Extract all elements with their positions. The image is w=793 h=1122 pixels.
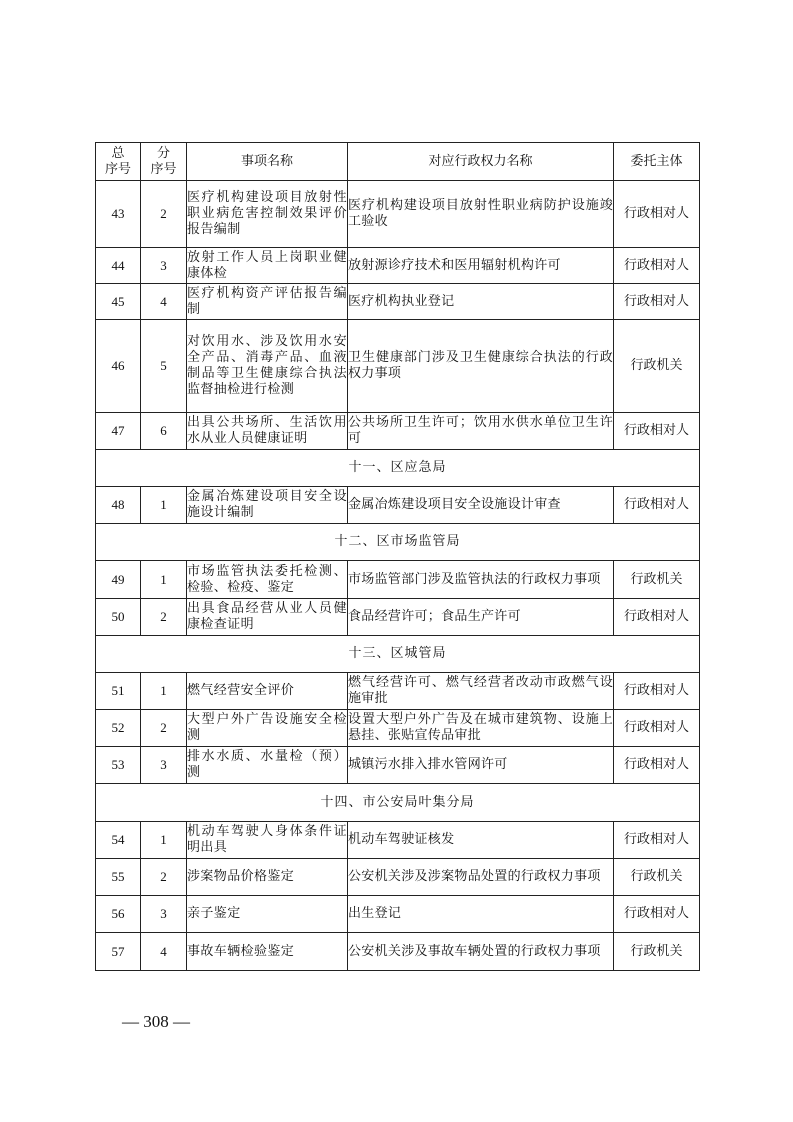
section-title: 十一、区应急局 [96,450,700,487]
cell-power-name: 放射源诊疗技术和医用辐射机构许可 [348,248,614,284]
cell-power-name: 金属冶炼建设项目安全设施设计审查 [348,487,614,524]
cell-entrust-subject: 行政相对人 [614,822,700,859]
cell-sub-number: 3 [141,747,187,784]
table-row [96,896,700,933]
cell-item-name: 对饮用水、涉及饮用水安全产品、消毒产品、血液制品等卫生健康综合执法监督抽检进行检测 [187,320,348,413]
cell-entrust-subject: 行政机关 [614,933,700,971]
section-row [96,784,700,822]
header-total-number-line1: 总 [111,145,125,161]
cell-power-name: 机动车驾驶证核发 [348,822,614,859]
header-power-name: 对应行政权力名称 [348,143,614,181]
cell-total-number: 50 [96,599,141,636]
cell-entrust-subject: 行政机关 [614,561,700,599]
cell-entrust-subject: 行政相对人 [614,487,700,524]
cell-entrust-subject: 行政相对人 [614,673,700,710]
cell-total-number: 51 [96,673,141,710]
cell-item-name: 金属冶炼建设项目安全设施设计编制 [187,487,348,524]
table-row [96,859,700,896]
cell-power-name: 设置大型户外广告及在城市建筑物、设施上悬挂、张贴宣传品审批 [348,710,614,747]
cell-power-name: 市场监管部门涉及监管执法的行政权力事项 [348,561,614,599]
cell-entrust-subject: 行政相对人 [614,747,700,784]
cell-entrust-subject: 行政相对人 [614,896,700,933]
section-title: 十二、区市场监管局 [96,524,700,561]
cell-item-name: 放射工作人员上岗职业健康体检 [187,248,348,284]
cell-total-number: 43 [96,181,141,248]
cell-item-name: 出具公共场所、生活饮用水从业人员健康证明 [187,413,348,450]
section-row [96,450,700,487]
cell-entrust-subject: 行政相对人 [614,599,700,636]
cell-entrust-subject: 行政相对人 [614,413,700,450]
cell-power-name: 燃气经营许可、燃气经营者改动市政燃气设施审批 [348,673,614,710]
section-title: 十三、区城管局 [96,636,700,673]
cell-power-name: 出生登记 [348,896,614,933]
cell-power-name: 卫生健康部门涉及卫生健康综合执法的行政权力事项 [348,320,614,413]
cell-power-name: 医疗机构执业登记 [348,284,614,320]
cell-sub-number: 3 [141,248,187,284]
table-row [96,413,700,450]
table-row [96,673,700,710]
header-entrust-subject: 委托主体 [614,143,700,181]
cell-total-number: 53 [96,747,141,784]
header-sub-number-line2: 序号 [150,161,177,177]
header-sub-number [141,143,187,181]
cell-sub-number: 5 [141,320,187,413]
cell-total-number: 49 [96,561,141,599]
cell-item-name: 医疗机构资产评估报告编制 [187,284,348,320]
table-header [96,143,700,181]
cell-total-number: 47 [96,413,141,450]
cell-power-name: 公安机关涉及事故车辆处置的行政权力事项 [348,933,614,971]
table-row [96,747,700,784]
table-row [96,710,700,747]
table-row [96,822,700,859]
cell-item-name: 市场监管执法委托检测、检验、检疫、鉴定 [187,561,348,599]
cell-total-number: 56 [96,896,141,933]
items-table [95,142,700,971]
cell-sub-number: 2 [141,710,187,747]
cell-power-name: 城镇污水排入排水管网许可 [348,747,614,784]
section-row [96,524,700,561]
cell-entrust-subject: 行政机关 [614,320,700,413]
cell-total-number: 52 [96,710,141,747]
cell-item-name: 出具食品经营从业人员健康检查证明 [187,599,348,636]
page-number: — 308 — [122,1012,190,1031]
table-row [96,248,700,284]
table-body [96,181,700,971]
cell-power-name: 公安机关涉及涉案物品处置的行政权力事项 [348,859,614,896]
cell-entrust-subject: 行政相对人 [614,248,700,284]
header-item-name: 事项名称 [187,143,348,181]
table-row [96,487,700,524]
cell-item-name: 事故车辆检验鉴定 [187,933,348,971]
cell-item-name: 大型户外广告设施安全检测 [187,710,348,747]
table-row [96,599,700,636]
cell-sub-number: 1 [141,561,187,599]
cell-sub-number: 2 [141,181,187,248]
section-row [96,636,700,673]
cell-total-number: 54 [96,822,141,859]
cell-power-name: 医疗机构建设项目放射性职业病防护设施竣工验收 [348,181,614,248]
section-title: 十四、市公安局叶集分局 [96,784,700,822]
cell-sub-number: 2 [141,859,187,896]
cell-power-name: 食品经营许可；食品生产许可 [348,599,614,636]
header-sub-number-line1: 分 [156,145,170,161]
cell-power-name: 公共场所卫生许可；饮用水供水单位卫生许可 [348,413,614,450]
cell-sub-number: 1 [141,822,187,859]
table-row [96,181,700,248]
header-row [96,143,700,181]
cell-sub-number: 4 [141,933,187,971]
cell-sub-number: 3 [141,896,187,933]
cell-item-name: 排水水质、水量检（预）测 [187,747,348,784]
cell-sub-number: 2 [141,599,187,636]
table-row [96,933,700,971]
cell-item-name: 机动车驾驶人身体条件证明出具 [187,822,348,859]
cell-sub-number: 6 [141,413,187,450]
cell-total-number: 57 [96,933,141,971]
cell-entrust-subject: 行政相对人 [614,284,700,320]
table-row [96,320,700,413]
cell-sub-number: 1 [141,673,187,710]
cell-sub-number: 1 [141,487,187,524]
cell-item-name: 燃气经营安全评价 [187,673,348,710]
cell-total-number: 55 [96,859,141,896]
cell-total-number: 46 [96,320,141,413]
table-row [96,561,700,599]
cell-entrust-subject: 行政机关 [614,859,700,896]
cell-entrust-subject: 行政相对人 [614,181,700,248]
header-total-number [96,143,141,181]
cell-sub-number: 4 [141,284,187,320]
header-total-number-line2: 序号 [104,161,131,177]
cell-total-number: 45 [96,284,141,320]
cell-entrust-subject: 行政相对人 [614,710,700,747]
cell-total-number: 48 [96,487,141,524]
cell-total-number: 44 [96,248,141,284]
cell-item-name: 涉案物品价格鉴定 [187,859,348,896]
cell-item-name: 亲子鉴定 [187,896,348,933]
cell-item-name: 医疗机构建设项目放射性职业病危害控制效果评价报告编制 [187,181,348,248]
table-row [96,284,700,320]
